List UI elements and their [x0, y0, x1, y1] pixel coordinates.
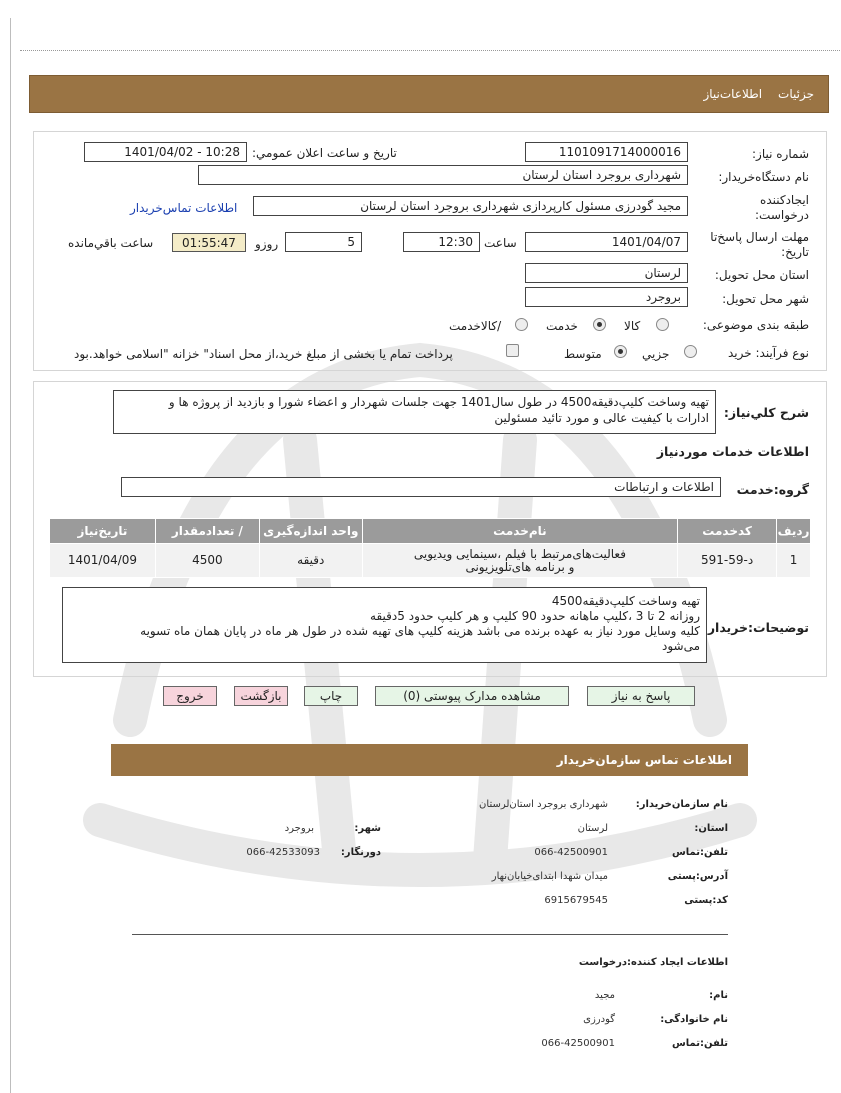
col-name: نام‌خدمت: [362, 519, 677, 544]
payment-treasury-checkbox[interactable]: [506, 344, 519, 357]
contact-address-value: میدان شهدا ابتدای‌خیابان‌نهار: [491, 871, 608, 882]
city-label: شهر محل تحويل:: [722, 292, 809, 306]
deadline-label-2: تاريخ:: [781, 245, 809, 259]
contact-org-label: نام سازمان‌خریدار:: [635, 799, 728, 810]
header-bar: [29, 75, 829, 113]
contact-bar: [111, 744, 748, 776]
creator-family-value: گودرزی: [583, 1014, 615, 1025]
process-medium-label: متوسط: [564, 347, 602, 361]
buyer-notes-box: [62, 587, 707, 663]
summary-text-box: [113, 390, 716, 434]
contact-phone-value: 066-42500901: [534, 847, 608, 858]
process-minor-radio[interactable]: [684, 345, 697, 358]
contact-province-value: لرستان: [577, 823, 608, 834]
contact-bar-title: اطلاعات تماس سازمان‌خریدار: [556, 753, 732, 767]
reply-button[interactable]: پاسخ به نياز: [587, 686, 695, 706]
announce-label: تاریخ و ساعت اعلان عمومي:: [252, 146, 397, 160]
col-row: رديف: [777, 519, 811, 544]
day-label: روزو: [255, 237, 279, 251]
col-code: كدخدمت: [678, 519, 777, 544]
cell-date: 1401/04/09: [50, 544, 156, 578]
creator-label-2: درخواست:: [755, 208, 809, 222]
left-border: [10, 18, 11, 1093]
cell-name-line-2: و برنامه های‌تلویزیونی: [465, 559, 575, 574]
category-goods-service-label: /کالاخدمت: [449, 319, 502, 333]
creator-field: مجید گودرزی مسئول کارپردازی شهرداری بروجرد استان لرستان: [253, 196, 688, 216]
cell-qty: 4500: [155, 544, 259, 578]
category-label: طبقه بندی موضوعی:: [702, 318, 809, 332]
services-heading: اطلاعات خدمات موردنياز: [656, 444, 809, 459]
deadline-label-1: مهلت ارسال پاسخ‌تا: [710, 230, 809, 244]
contact-city-label: شهر:: [354, 823, 381, 834]
need-number-label: شماره نیاز:: [752, 147, 809, 161]
contact-province-label: استان:: [694, 823, 728, 834]
col-unit: واحد اندازه‌گيری: [259, 519, 362, 544]
process-medium-radio[interactable]: [614, 345, 627, 358]
deadline-hour-label: ساعت: [484, 236, 517, 250]
contact-postal-label: کد:پستی: [684, 895, 728, 906]
summary-label: شرح كلي‌نياز:: [723, 405, 809, 420]
services-table: [49, 518, 811, 578]
cell-name: [362, 544, 677, 578]
back-button[interactable]: بازگشت: [234, 686, 288, 706]
summary-text-line-2: ادارات با کیفیت عالی و مورد تائید مسئولین: [494, 411, 709, 425]
buyer-notes-line-3: کلیه وسایل مورد نیاز به عهده برنده می باشد هزینه کلیپ های تهیه شده در طول هر ماه در پایان همان ماه تسویه: [140, 624, 700, 638]
group-field: اطلاعات و ارتباطات: [121, 477, 721, 497]
days-field: 5: [285, 232, 362, 252]
buyer-contact-link[interactable]: اطلاعات تماس‌خريدار: [130, 201, 238, 215]
process-label: نوع فرآيند: خريد: [728, 346, 809, 360]
buyer-notes-label: توضيحات:خريدار: [707, 620, 809, 635]
creator-label-1: ايجادكننده: [760, 193, 809, 207]
remaining-time-badge: 01:55:47: [172, 233, 246, 252]
category-goods-service-radio[interactable]: [515, 318, 528, 331]
buyer-notes-line-4: می‌شود: [661, 639, 700, 653]
table-row: [50, 544, 811, 578]
need-number-field: 1101091714000016: [525, 142, 688, 162]
buyer-org-field: شهرداری بروجرد استان لرستان: [198, 165, 688, 185]
contact-divider: [132, 934, 728, 935]
buyer-notes-line-2: روزانه 2 تا 3 ،کلیپ ماهانه حدود 90 کلیپ و هر کلیپ حدود 5دقیقه: [370, 609, 700, 623]
exit-button[interactable]: خروج: [163, 686, 217, 706]
category-goods-label: کالا: [624, 319, 641, 333]
table-header-row: [50, 519, 811, 544]
cell-code: د-59-591: [678, 544, 777, 578]
col-date: تاريخ‌نياز: [50, 519, 156, 544]
category-goods-radio[interactable]: [656, 318, 669, 331]
tab-details[interactable]: جزئیات: [778, 87, 814, 101]
payment-treasury-note: پرداخت تمام يا بخشی از مبلغ خريد،از محل اسناد" خزانه "اسلامی خواهد.بود: [74, 347, 453, 361]
remaining-label: ساعت باقي‌مانده: [68, 236, 154, 250]
buyer-notes-line-1: تهیه وساخت کلیپ‌دقیقه4500: [551, 594, 700, 608]
contact-city-value: بروجرد: [284, 823, 314, 834]
col-qty: / تعدادمقدار: [155, 519, 259, 544]
category-service-radio[interactable]: [593, 318, 606, 331]
creator-name-label: نام:: [709, 990, 728, 1001]
contact-phone-label: تلفن:تماس: [671, 847, 728, 858]
contact-postal-value: 6915679545: [544, 895, 608, 906]
group-label: گروه:خدمت: [736, 482, 809, 497]
creator-phone-label: تلفن:تماس: [671, 1038, 728, 1049]
contact-fax-label: دورنگار:: [340, 847, 381, 858]
buyer-org-label: نام دستگاه‌خريدار:: [718, 170, 809, 184]
contact-org-value: شهرداری بروجرد استان‌لرستان: [479, 799, 608, 810]
announce-datetime-field: 1401/04/02 - 10:28: [84, 142, 247, 162]
deadline-time-field: 12:30: [403, 232, 480, 252]
category-service-label: خدمت: [546, 319, 578, 333]
creator-name-value: مجید: [594, 990, 615, 1001]
creator-heading: اطلاعات ایجاد کننده:درخواست: [578, 957, 728, 968]
city-field: بروجرد: [525, 287, 688, 307]
contact-address-label: آدرس:پستی: [667, 871, 728, 882]
top-divider: [20, 50, 840, 51]
process-minor-label: جزيي: [642, 347, 670, 361]
deadline-date-field: 1401/04/07: [525, 232, 688, 252]
attachments-button[interactable]: مشاهده مدارک پیوستی (0): [375, 686, 569, 706]
print-button[interactable]: چاپ: [304, 686, 358, 706]
province-field: لرستان: [525, 263, 688, 283]
tab-need-info[interactable]: اطلاعات‌نیاز: [703, 87, 763, 101]
cell-unit: دقیقه: [259, 544, 362, 578]
contact-fax-value: 066-42533093: [246, 847, 320, 858]
cell-row: 1: [777, 544, 811, 578]
cell-name-line-1: فعالیت‌های‌مرتبط با فیلم ،سینمایی ویدیویی: [413, 546, 626, 561]
summary-text-line-1: تهیه وساخت کلیپ‌دقیقه4500 در طول سال1401 جهت جلسات شهردار و اعضاء شورا و بازدید از پروژه ها و: [168, 395, 709, 409]
creator-family-label: نام خانوادگی:: [660, 1014, 728, 1025]
creator-phone-value: 066-42500901: [541, 1038, 615, 1049]
province-label: استان محل تحويل:: [714, 268, 809, 282]
